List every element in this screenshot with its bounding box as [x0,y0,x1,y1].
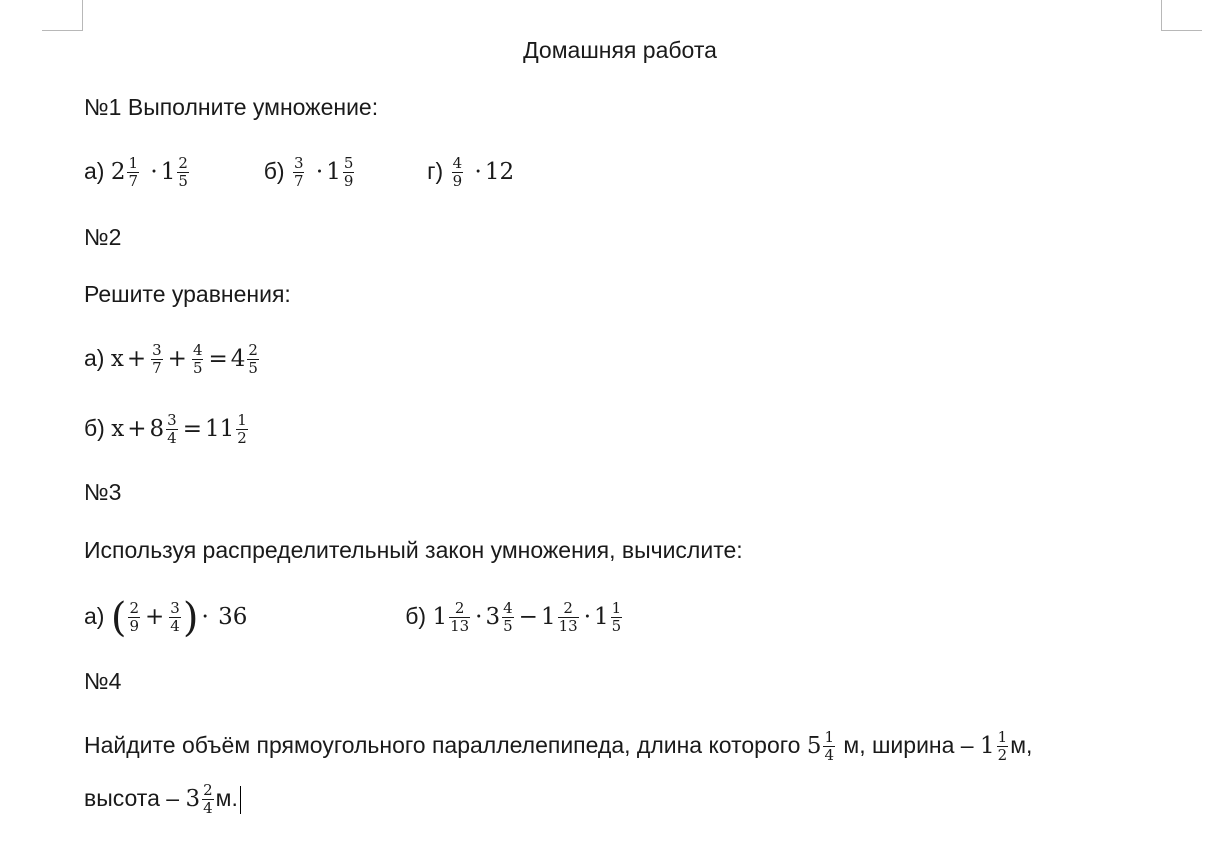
task1-expressions [84,155,514,190]
task2-a-frac3: $\frac{2}{5}$ [248,341,258,378]
task2-heading: №2 [84,224,122,250]
task2-a-plus2: + [167,346,187,372]
task4-text1: Найдите объём прямоугольного параллелепипеда, длина которого [84,732,801,758]
task3-b-frac2: $\frac{4}{5}$ [503,599,513,636]
task4-width-whole: 1 [980,733,995,759]
task3-expressions [84,594,624,641]
task1-a-frac2: $\frac{2}{5}$ [178,154,188,191]
crop-mark-right-vertical [1161,0,1162,31]
task3-heading: №3 [84,479,122,505]
task3-a-label: а) [84,603,105,629]
task1-a-whole2: 1 [160,159,176,185]
task3-subheading: Используя распределительный закон умножения, вычислите: [84,537,743,563]
task4-height-whole: 3 [185,786,201,812]
task3-b-frac4: $\frac{1}{5}$ [611,599,622,636]
task1-g-number: 12 [484,159,515,185]
task4-length-frac: $\frac{1}{4}$ [824,728,834,765]
crop-mark-left-horizontal [42,30,83,31]
task1-g-frac1: $\frac{4}{9}$ [452,154,463,191]
task1-b-label: б) [263,158,285,184]
task1-heading: №1 Выполните умножение: [84,94,379,120]
task1-b-dot: · [315,159,324,185]
task2-a-x: x [110,346,124,372]
task4-text2: м, ширина – [843,732,974,758]
task2-b-frac2: $\frac{1}{2}$ [237,411,247,448]
task1-b-whole2: 1 [326,159,341,185]
task1-b-frac2: $\frac{5}{9}$ [343,154,354,191]
task4-length-whole: 5 [806,733,822,759]
task4-width-frac: $\frac{1}{2}$ [997,728,1008,765]
task4-height-frac: $\frac{2}{4}$ [203,781,213,818]
task2-b-x: x [111,416,125,442]
page-title: Домашняя работа [523,37,717,63]
task2-a-equals: = [208,346,228,372]
task3-b-whole2: 3 [485,604,501,630]
task2-b-equals: = [182,416,202,442]
task4-text4: высота – [84,785,180,811]
task3-b-whole3: 1 [540,604,556,630]
crop-mark-right-horizontal [1161,30,1202,31]
task1-a-whole1: 2 [110,159,126,185]
task3-b-label: б) [405,603,427,629]
task2-b-label: б) [84,415,105,441]
task3-a-frac1: $\frac{2}{9}$ [129,599,139,636]
task2-b-whole1: 8 [149,416,165,442]
task3-b-whole4: 1 [594,604,609,630]
task1-a-label: а) [84,158,105,184]
task2-b-plus: + [127,416,147,442]
task2-a-frac1: $\frac{3}{7}$ [152,341,162,378]
task2-a-label: а) [84,345,105,371]
task4-text-line2 [84,782,241,817]
task4-text5: м. [215,785,238,811]
task4-heading: №4 [84,668,122,694]
text-cursor [240,786,241,814]
task4-text-line1 [84,729,1032,764]
crop-mark-left-vertical [82,0,83,31]
task3-b-dot1: · [475,604,483,630]
task3-b-dot2: · [583,604,591,630]
task3-a-dot: · [201,604,209,630]
task3-a-plus: + [145,604,165,630]
task2-a-plus1: + [126,346,147,372]
task2-b-frac1: $\frac{3}{4}$ [167,411,177,448]
task2-equation-b [84,412,250,447]
task2-a-whole: 4 [230,346,246,372]
task1-b-frac1: $\frac{3}{7}$ [293,154,304,191]
task2-subheading: Решите уравнения: [84,281,291,307]
task3-a-frac2: $\frac{3}{4}$ [170,599,180,636]
task2-equation-a [84,342,261,377]
task1-a-frac1: $\frac{1}{7}$ [128,154,139,191]
task2-a-frac2: $\frac{4}{5}$ [192,341,203,378]
task3-a-left-paren: ( [110,594,127,641]
task2-b-whole2: 11 [204,416,235,442]
task3-b-frac3: $\frac{2}{13}$ [558,599,578,636]
task3-b-whole1: 1 [432,604,448,630]
task1-g-dot: · [474,159,482,185]
task1-g-label: г) [427,158,444,184]
task3-b-minus: − [518,604,538,630]
task3-a-number: 36 [218,604,248,630]
task1-a-dot: · [150,159,158,185]
task3-b-frac1: $\frac{2}{13}$ [450,599,470,636]
task3-a-right-paren: ) [182,594,199,641]
task4-text3: м, [1010,732,1033,758]
